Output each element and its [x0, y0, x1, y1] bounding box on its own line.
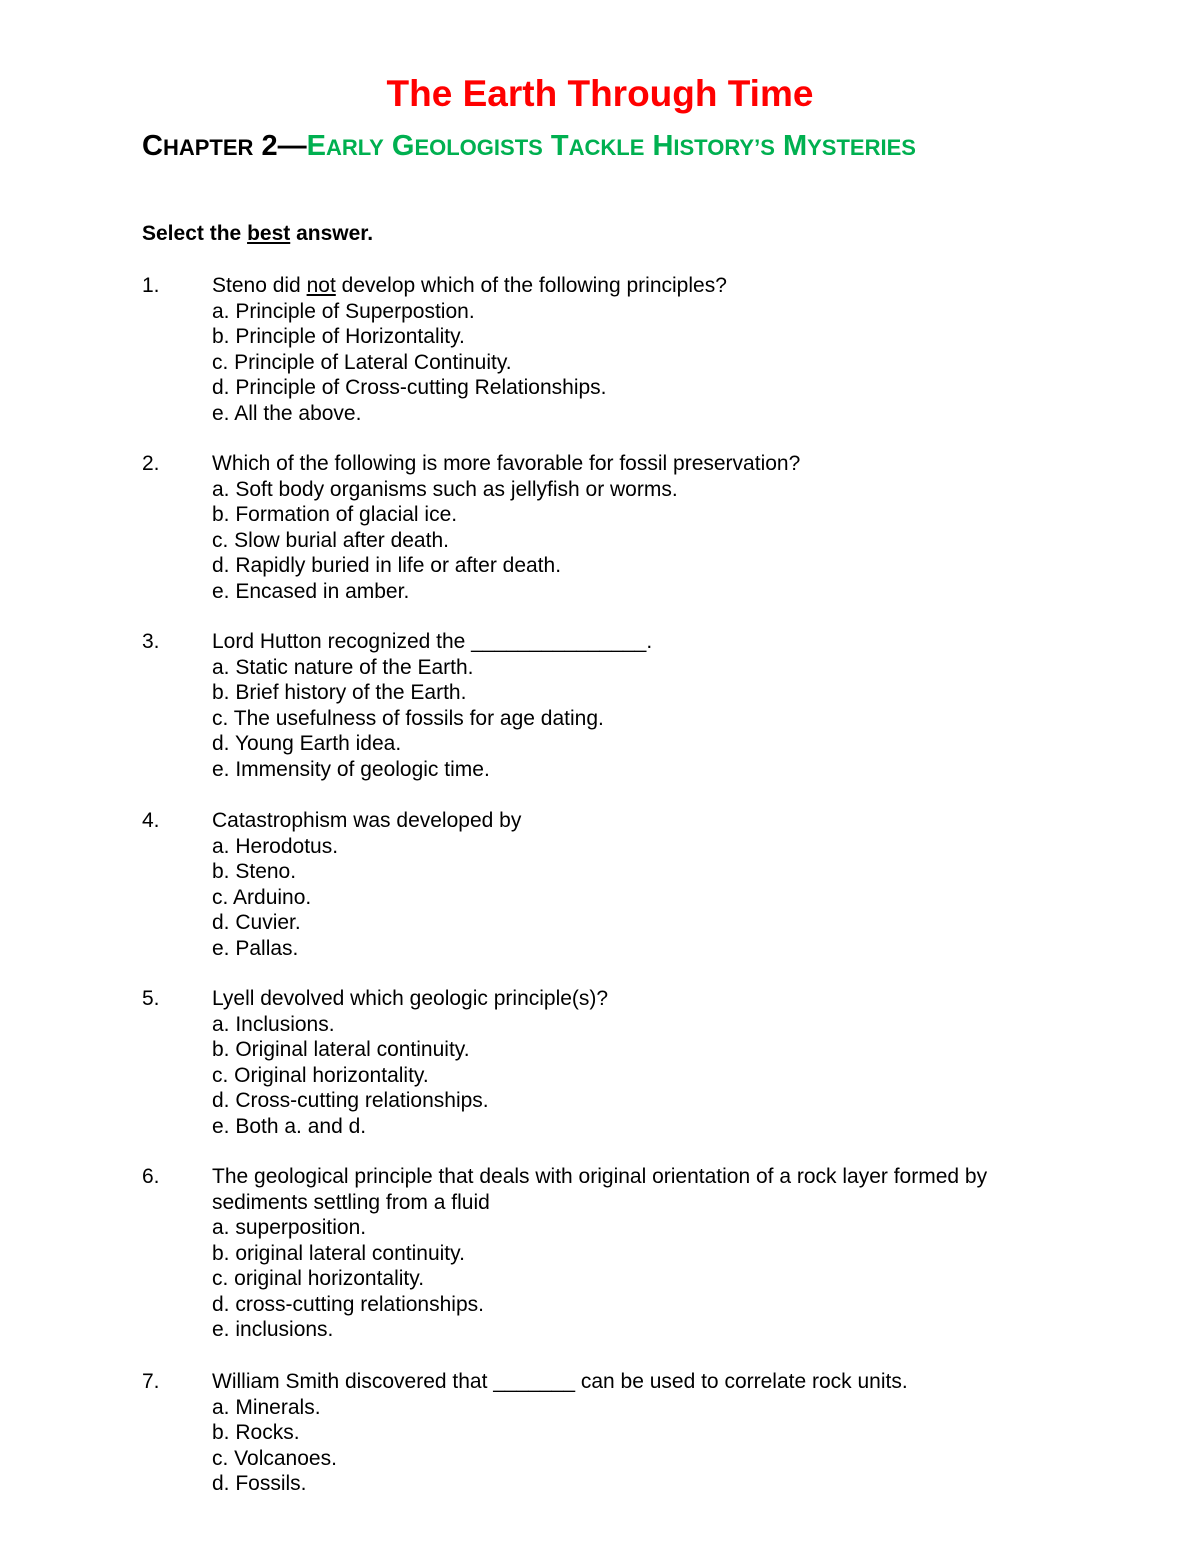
answer-option: c. Volcanoes.: [212, 1446, 337, 1470]
answer-option: c. original horizontality.: [212, 1267, 425, 1290]
instruction-text-end: answer.: [296, 222, 374, 245]
chapter-number: 2—: [261, 130, 307, 162]
question-6: [142, 1164, 1072, 1343]
question-number: 7.: [142, 1370, 160, 1393]
question-stem: Which of the following is more favorable for fossil preservation?: [212, 452, 801, 475]
question-number: 2.: [142, 452, 160, 475]
answer-option: c. Original horizontality.: [212, 1063, 429, 1087]
answer-option: a. superposition.: [212, 1216, 367, 1239]
mysteries-rest: YSTERIES: [807, 135, 916, 160]
chapter-word-tackle: [551, 130, 645, 162]
question-stem: [212, 273, 1072, 299]
answer-option: a. Soft body organisms such as jellyfish or worms.: [212, 477, 678, 501]
chapter-word-geologists: [392, 130, 543, 162]
answer-option: b. Steno.: [212, 860, 297, 883]
question-body: [212, 986, 1072, 1139]
chapter-word: [142, 130, 253, 162]
chapter-word-early: [307, 130, 384, 162]
answer-option: b. Rocks.: [212, 1421, 300, 1444]
answer-option: d. Principle of Cross-cutting Relationships.: [212, 376, 607, 399]
question-number: 4.: [142, 809, 160, 832]
instruction-text: Select the: [142, 222, 242, 245]
answer-option: d. Young Earth idea.: [212, 732, 402, 755]
answer-option: b. Original lateral continuity.: [212, 1038, 470, 1061]
geologists-initial: G: [391, 130, 415, 162]
answer-option: a. Static nature of the Earth.: [212, 655, 474, 679]
early-initial: E: [306, 130, 326, 162]
answer-option: e. Encased in amber.: [212, 579, 410, 603]
tackle-rest: ACKLE: [568, 135, 645, 160]
answer-option: e. Pallas.: [212, 936, 299, 960]
stem-text: Steno did: [212, 274, 301, 297]
answer-option: d. Cross-cutting relationships.: [212, 1089, 489, 1112]
question-stem: William Smith discovered that _______ can be used to correlate rock units.: [212, 1370, 908, 1393]
question-body: [212, 1164, 1072, 1343]
question-2: [142, 451, 1072, 604]
answer-option: b. Formation of glacial ice.: [212, 503, 458, 526]
answer-option: d. Rapidly buried in life or after death.: [212, 554, 562, 577]
question-stem: Lyell devolved which geologic principle(s)?: [212, 987, 609, 1010]
question-stem: Catastrophism was developed by: [212, 809, 522, 832]
chapter-word-mysteries: [783, 130, 916, 162]
chapter-rest: HAPTER: [162, 135, 254, 160]
instruction-emphasis: best: [247, 222, 291, 245]
question-4: [142, 808, 1072, 961]
question-body: [212, 629, 1072, 782]
answer-option: e. Immensity of geologic time.: [212, 757, 490, 781]
question-body: [212, 273, 1072, 426]
chapter-initial: C: [142, 130, 163, 162]
question-body: [212, 808, 1072, 961]
question-5: [142, 986, 1072, 1139]
answer-option: a. Minerals.: [212, 1395, 321, 1419]
answer-option: c. The usefulness of fossils for age dating.: [212, 706, 604, 730]
question-stem: The geological principle that deals with original orientation of a rock layer formed by sediments settling from a fluid: [212, 1165, 988, 1214]
question-body: [212, 1369, 1072, 1497]
historys-rest: ISTORY’S: [673, 135, 775, 160]
answer-option: a. Principle of Superpostion.: [212, 299, 475, 323]
answer-option: a. Inclusions.: [212, 1012, 335, 1036]
question-number: 1.: [142, 274, 160, 297]
answer-option: b. Principle of Horizontality.: [212, 325, 465, 348]
stem-emphasis: not: [306, 274, 336, 297]
answer-option: d. cross-cutting relationships.: [212, 1292, 484, 1316]
question-number: 3.: [142, 630, 160, 653]
question-3: [142, 629, 1072, 782]
answer-option: a. Herodotus.: [212, 834, 339, 858]
stem-text-end: develop which of the following principles?: [341, 274, 727, 297]
answer-option: c. Arduino.: [212, 885, 312, 909]
question-stem: Lord Hutton recognized the _______________.: [212, 630, 653, 653]
answer-option: b. Brief history of the Earth.: [212, 681, 467, 704]
answer-option: e. Both a. and d.: [212, 1114, 367, 1138]
question-1: [142, 273, 1072, 426]
mysteries-initial: M: [782, 130, 808, 162]
question-7: [142, 1369, 1072, 1497]
answer-option: e. All the above.: [212, 401, 362, 425]
answer-option: d. Cuvier.: [212, 911, 301, 934]
answer-option: b. original lateral continuity.: [212, 1241, 465, 1265]
answer-option: c. Slow burial after death.: [212, 528, 449, 552]
geologists-rest: EOLOGISTS: [414, 135, 543, 160]
answer-option: d. Fossils.: [212, 1472, 307, 1495]
question-number: 6.: [142, 1165, 160, 1188]
tackle-initial: T: [550, 130, 569, 162]
question-number: 5.: [142, 987, 160, 1010]
document-title: The Earth Through Time: [386, 73, 814, 114]
question-body: [212, 451, 1072, 604]
chapter-heading: [142, 132, 1058, 162]
answer-option: e. inclusions.: [212, 1318, 334, 1341]
instructions: [142, 220, 373, 248]
answer-option: c. Principle of Lateral Continuity.: [212, 350, 512, 374]
early-rest: ARLY: [325, 135, 384, 160]
chapter-word-historys: [652, 130, 774, 162]
historys-initial: H: [652, 130, 674, 162]
